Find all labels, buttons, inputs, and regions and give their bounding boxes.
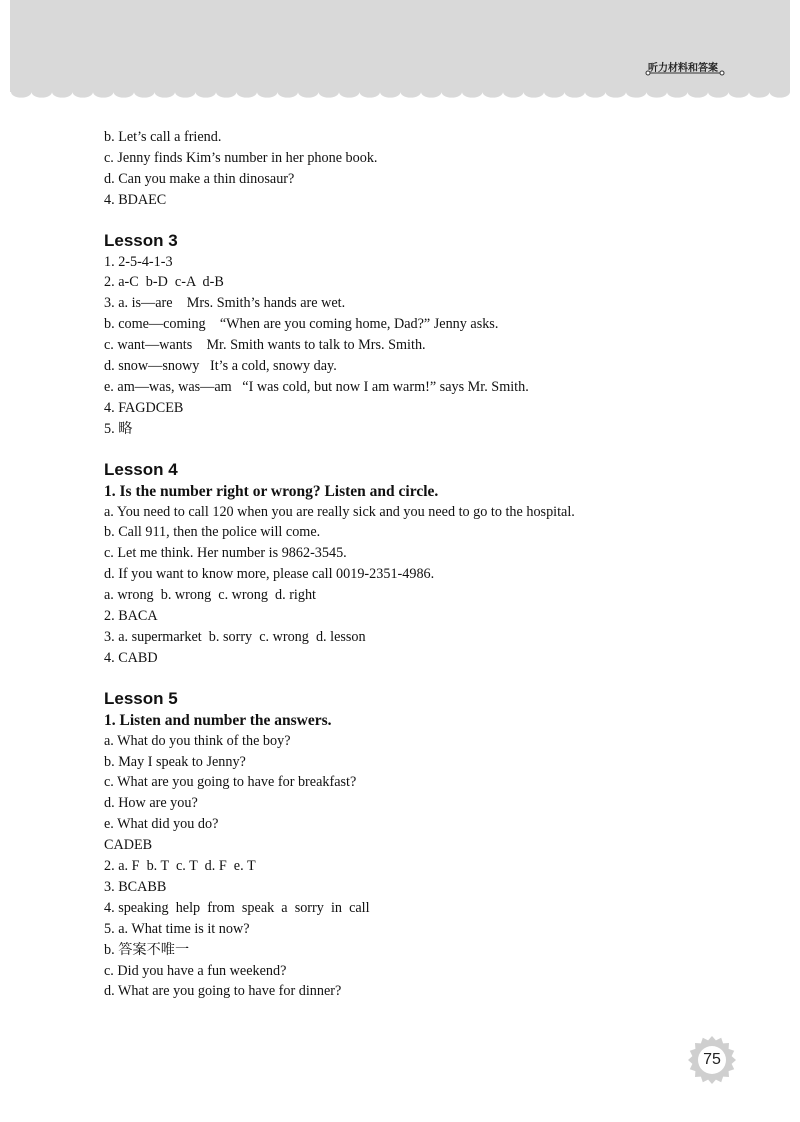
text-line: a. wrong b. wrong c. wrong d. right [104, 587, 316, 604]
text-line: 5. a. What time is it now? [104, 920, 250, 937]
text-line: 5. 略 [104, 420, 133, 437]
header-title: 听力材料和答案 [648, 63, 718, 74]
text-line: 2. a-C b-D c-A d-B [104, 274, 224, 291]
text-line: e. am—was, was—am “I was cold, but now I am warm!” says Mr. Smith. [104, 378, 529, 395]
text-line: 4. FAGDCEB [104, 399, 184, 416]
text-line: 4. BDAEC [104, 191, 167, 208]
text-line: c. What are you going to have for breakfast? [104, 774, 357, 791]
text-line: 3. a. is—are Mrs. Smith’s hands are wet. [104, 295, 346, 312]
text-line: 2. a. F b. T c. T d. F e. T [104, 858, 256, 875]
text-line: c. Let me think. Her number is 9862-3545. [104, 545, 347, 562]
text-line: a. What do you think of the boy? [104, 732, 291, 749]
page-header [0, 0, 800, 110]
lesson-4-block [104, 502, 724, 669]
lesson-5-question: 1. Listen and number the answers. [104, 711, 332, 729]
text-line: c. Jenny finds Kim’s number in her phone book. [104, 149, 378, 166]
text-line: a. You need to call 120 when you are really sick and you need to go to the hospital. [104, 503, 575, 520]
text-line: e. What did you do? [104, 816, 219, 833]
lesson-3-block [104, 252, 724, 440]
text-line: d. What are you going to have for dinner? [104, 983, 342, 1000]
text-line: 4. speaking help from speak a sorry in call [104, 899, 370, 916]
text-line: c. want—wants Mr. Smith wants to talk to Mrs. Smith. [104, 337, 426, 354]
text-line: b. Call 911, then the police will come. [104, 524, 321, 541]
text-line: d. How are you? [104, 795, 198, 812]
text-line: d. If you want to know more, please call 0019-2351-4986. [104, 566, 435, 583]
text-line: b. May I speak to Jenny? [104, 753, 246, 770]
lesson-3-heading: Lesson 3 [104, 230, 178, 250]
text-line: d. snow—snowy It’s a cold, snowy day. [104, 358, 337, 375]
lesson-4-heading: Lesson 4 [104, 459, 178, 479]
text-line: 3. a. supermarket b. sorry c. wrong d. lesson [104, 628, 366, 645]
lesson-4-question: 1. Is the number right or wrong? Listen and circle. [104, 482, 439, 500]
intro-block [104, 127, 724, 211]
lesson-5-block [104, 731, 724, 1003]
scalloped-header-band [0, 0, 800, 110]
page-number-badge [687, 1035, 737, 1085]
text-line: 4. CABD [104, 649, 158, 666]
answer-content [104, 127, 724, 1002]
text-line: b. come—coming “When are you coming home, Dad?” Jenny asks. [104, 316, 499, 333]
text-line: CADEB [104, 837, 153, 854]
page-number: 75 [703, 1051, 721, 1068]
text-line: d. Can you make a thin dinosaur? [104, 170, 295, 187]
text-line: 2. BACA [104, 608, 158, 625]
text-line: b. Let’s call a friend. [104, 129, 222, 145]
lesson-5-heading: Lesson 5 [104, 688, 178, 708]
text-line: c. Did you have a fun weekend? [104, 962, 287, 979]
text-line: 1. 2-5-4-1-3 [104, 253, 173, 270]
text-line: b. 答案不唯一 [104, 941, 190, 958]
text-line: 3. BCABB [104, 878, 167, 895]
